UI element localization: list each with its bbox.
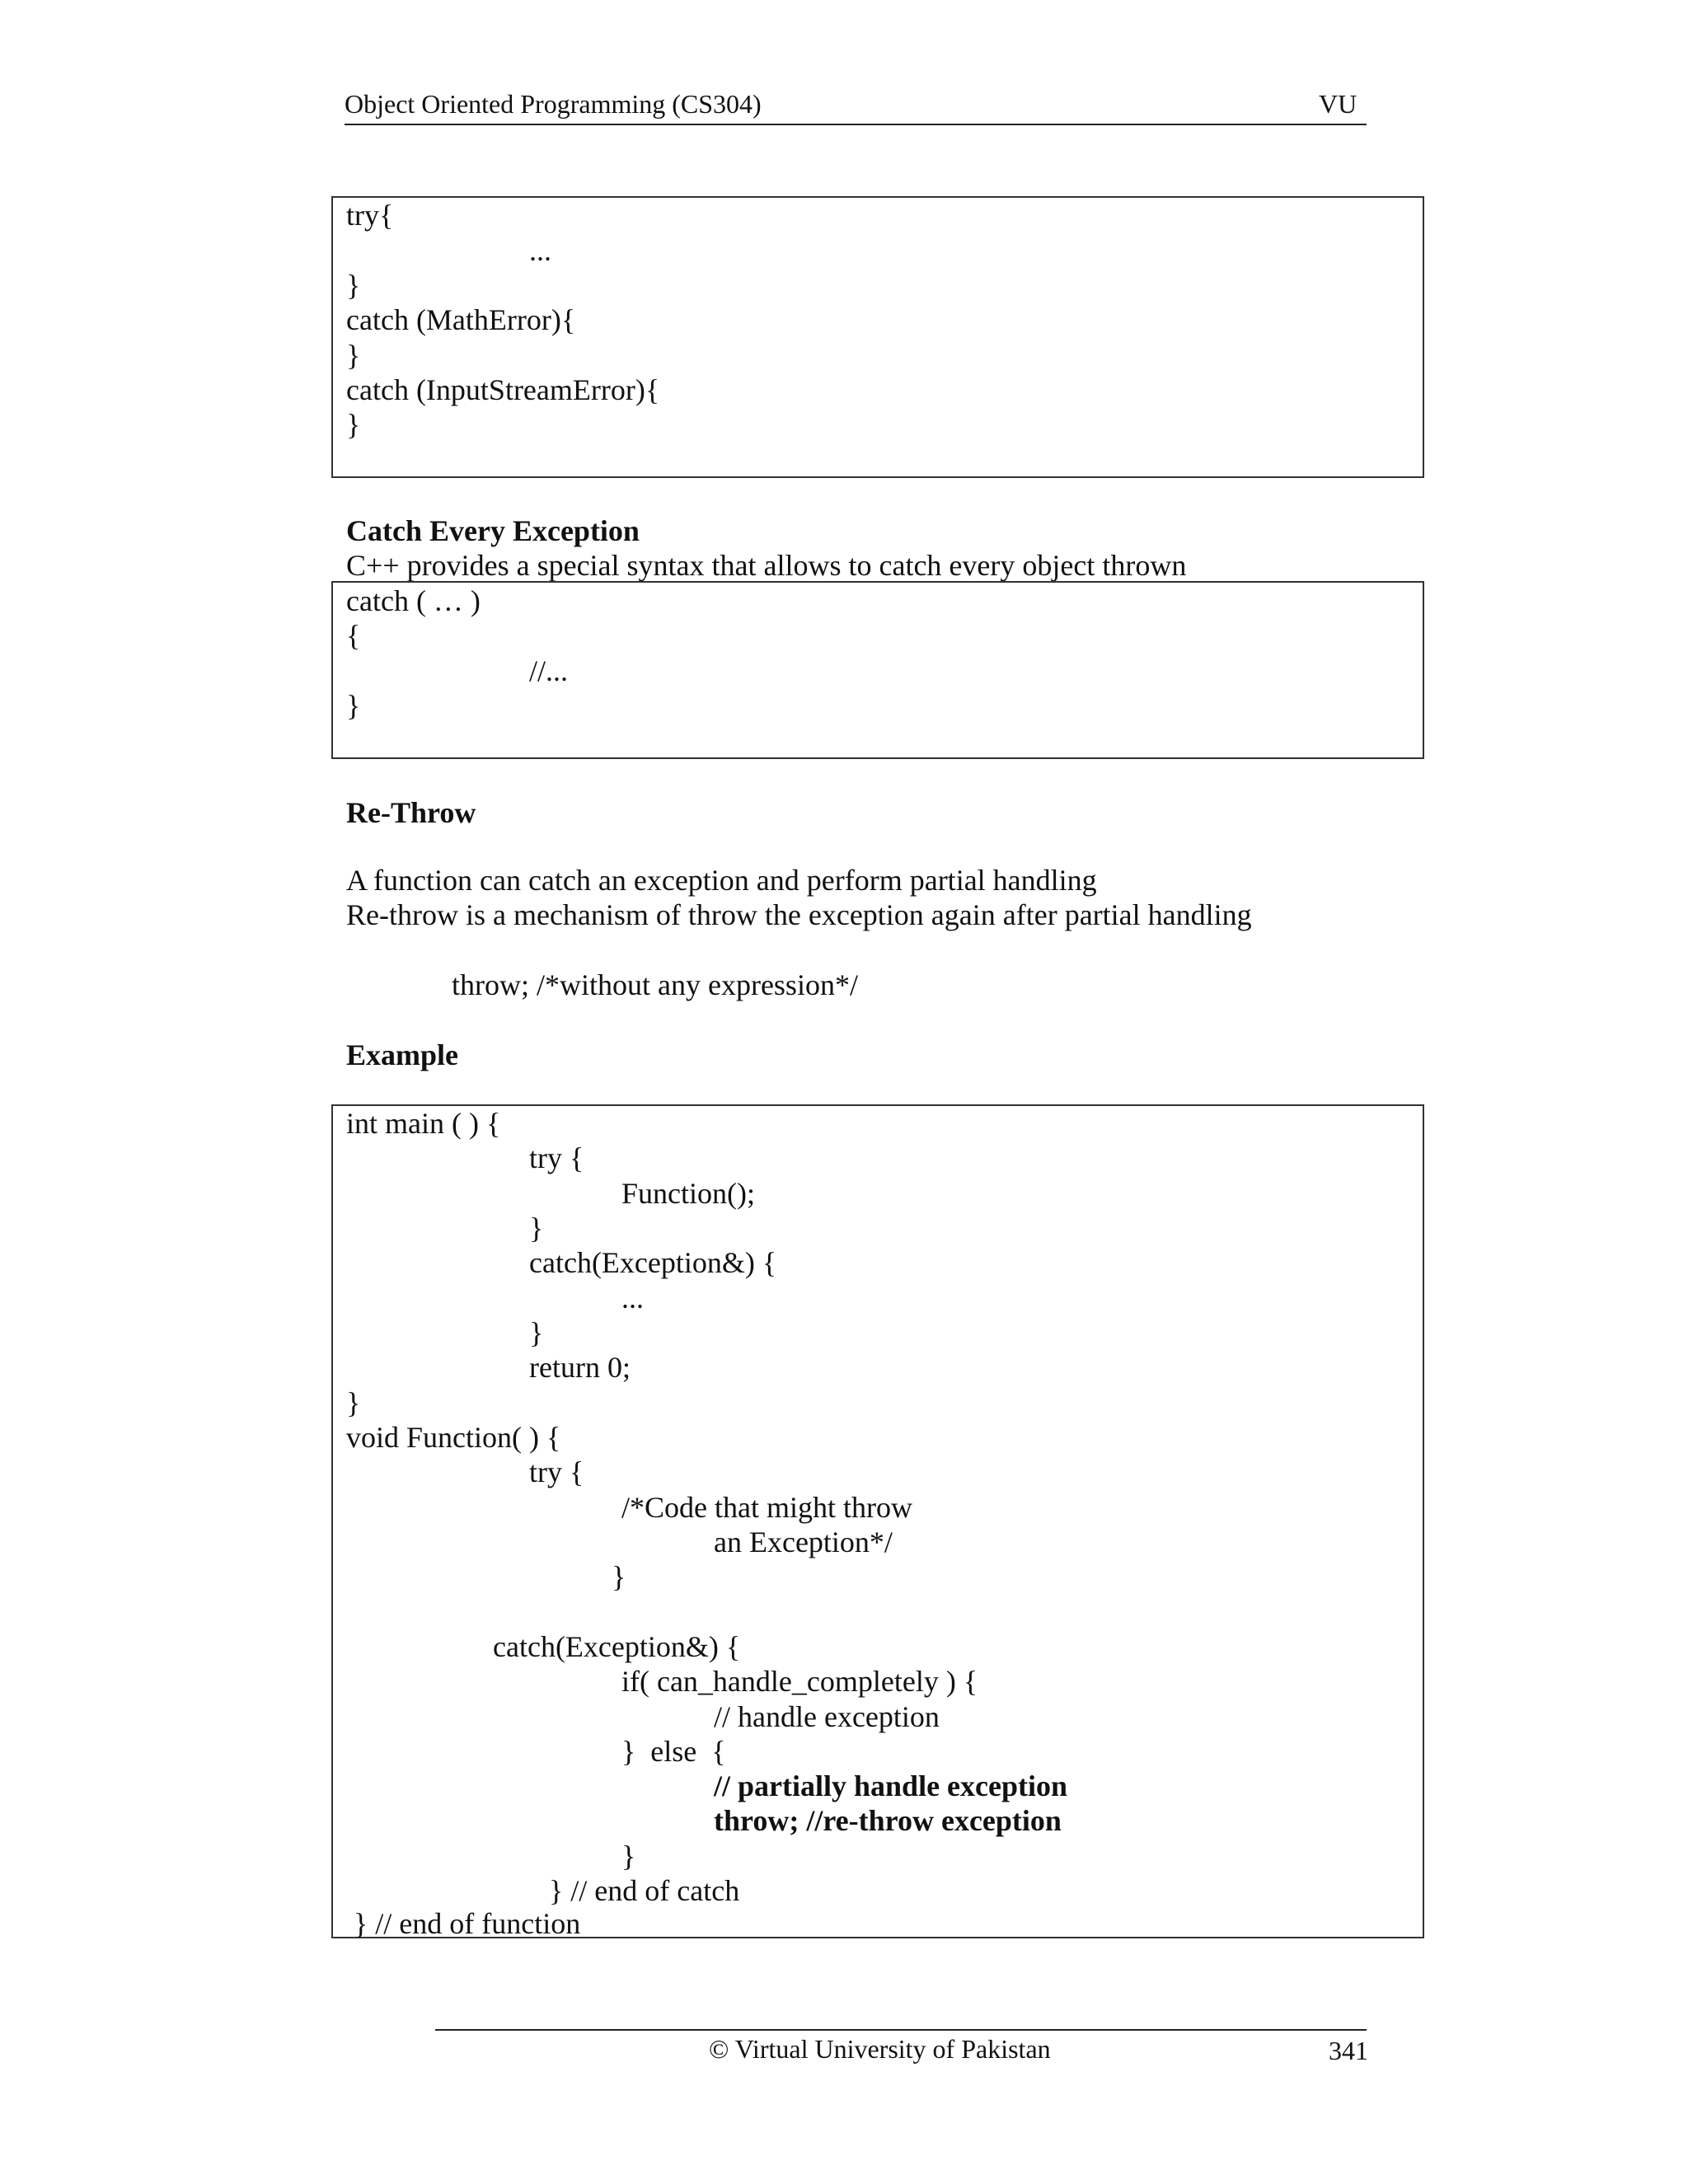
code-line: } xyxy=(346,269,361,302)
code-line: } xyxy=(612,1560,626,1593)
code-box-catch-all xyxy=(331,581,1424,759)
code-line: } xyxy=(529,1212,544,1244)
code-line: void Function( ) { xyxy=(346,1421,561,1454)
code-line-bold: throw; //re-throw exception xyxy=(714,1804,1062,1837)
code-line: } xyxy=(346,408,361,441)
page-number: 341 xyxy=(1329,2036,1368,2065)
rethrow-line-1: A function can catch an exception and perform partial handling xyxy=(346,864,1097,897)
code-line: an Exception*/ xyxy=(714,1526,893,1558)
code-line: return 0; xyxy=(529,1351,631,1384)
code-line: try { xyxy=(529,1141,584,1174)
code-line: ... xyxy=(621,1282,644,1315)
code-line: catch (MathError){ xyxy=(346,303,576,336)
code-line: } xyxy=(621,1840,636,1872)
header-vu: VU xyxy=(1319,89,1357,119)
code-line: } else { xyxy=(621,1735,726,1768)
code-line: try{ xyxy=(346,199,394,232)
code-box-try-catch xyxy=(331,196,1424,478)
code-line-bold: // partially handle exception xyxy=(714,1769,1068,1802)
footer-copyright: © Virtual University of Pakistan xyxy=(709,2034,1051,2064)
code-line: Function(); xyxy=(621,1177,755,1210)
heading-example: Example xyxy=(346,1038,459,1071)
code-line: } xyxy=(346,689,361,722)
rethrow-line-2: Re-throw is a mechanism of throw the exception again after partial handling xyxy=(346,898,1252,931)
code-line: } // end of function xyxy=(346,1907,581,1940)
header-title: Object Oriented Programming (CS304) xyxy=(345,89,762,119)
header-rule xyxy=(345,124,1367,125)
footer-rule xyxy=(435,2029,1367,2031)
code-line: { xyxy=(346,619,361,652)
catch-every-description: C++ provides a special syntax that allows to catch every object thrown xyxy=(346,549,1187,582)
code-line: catch (InputStreamError){ xyxy=(346,373,660,406)
code-line: } xyxy=(346,1386,361,1419)
code-line: } // end of catch xyxy=(549,1874,740,1907)
code-line: /*Code that might throw xyxy=(621,1491,912,1524)
code-line: } xyxy=(529,1316,544,1349)
code-line: // handle exception xyxy=(714,1700,940,1733)
code-line: ... xyxy=(529,234,551,267)
code-line: catch(Exception&) { xyxy=(529,1246,777,1279)
heading-catch-every-exception: Catch Every Exception xyxy=(346,514,640,547)
code-line: try { xyxy=(529,1455,584,1488)
code-line: //... xyxy=(529,654,569,687)
code-line: int main ( ) { xyxy=(346,1107,501,1140)
code-line: catch(Exception&) { xyxy=(493,1630,741,1663)
code-line: catch ( … ) xyxy=(346,584,481,617)
code-line: } xyxy=(346,339,361,372)
heading-re-throw: Re-Throw xyxy=(346,796,476,829)
code-line: if( can_handle_completely ) { xyxy=(621,1665,978,1698)
throw-syntax: throw; /*without any expression*/ xyxy=(452,968,858,1001)
